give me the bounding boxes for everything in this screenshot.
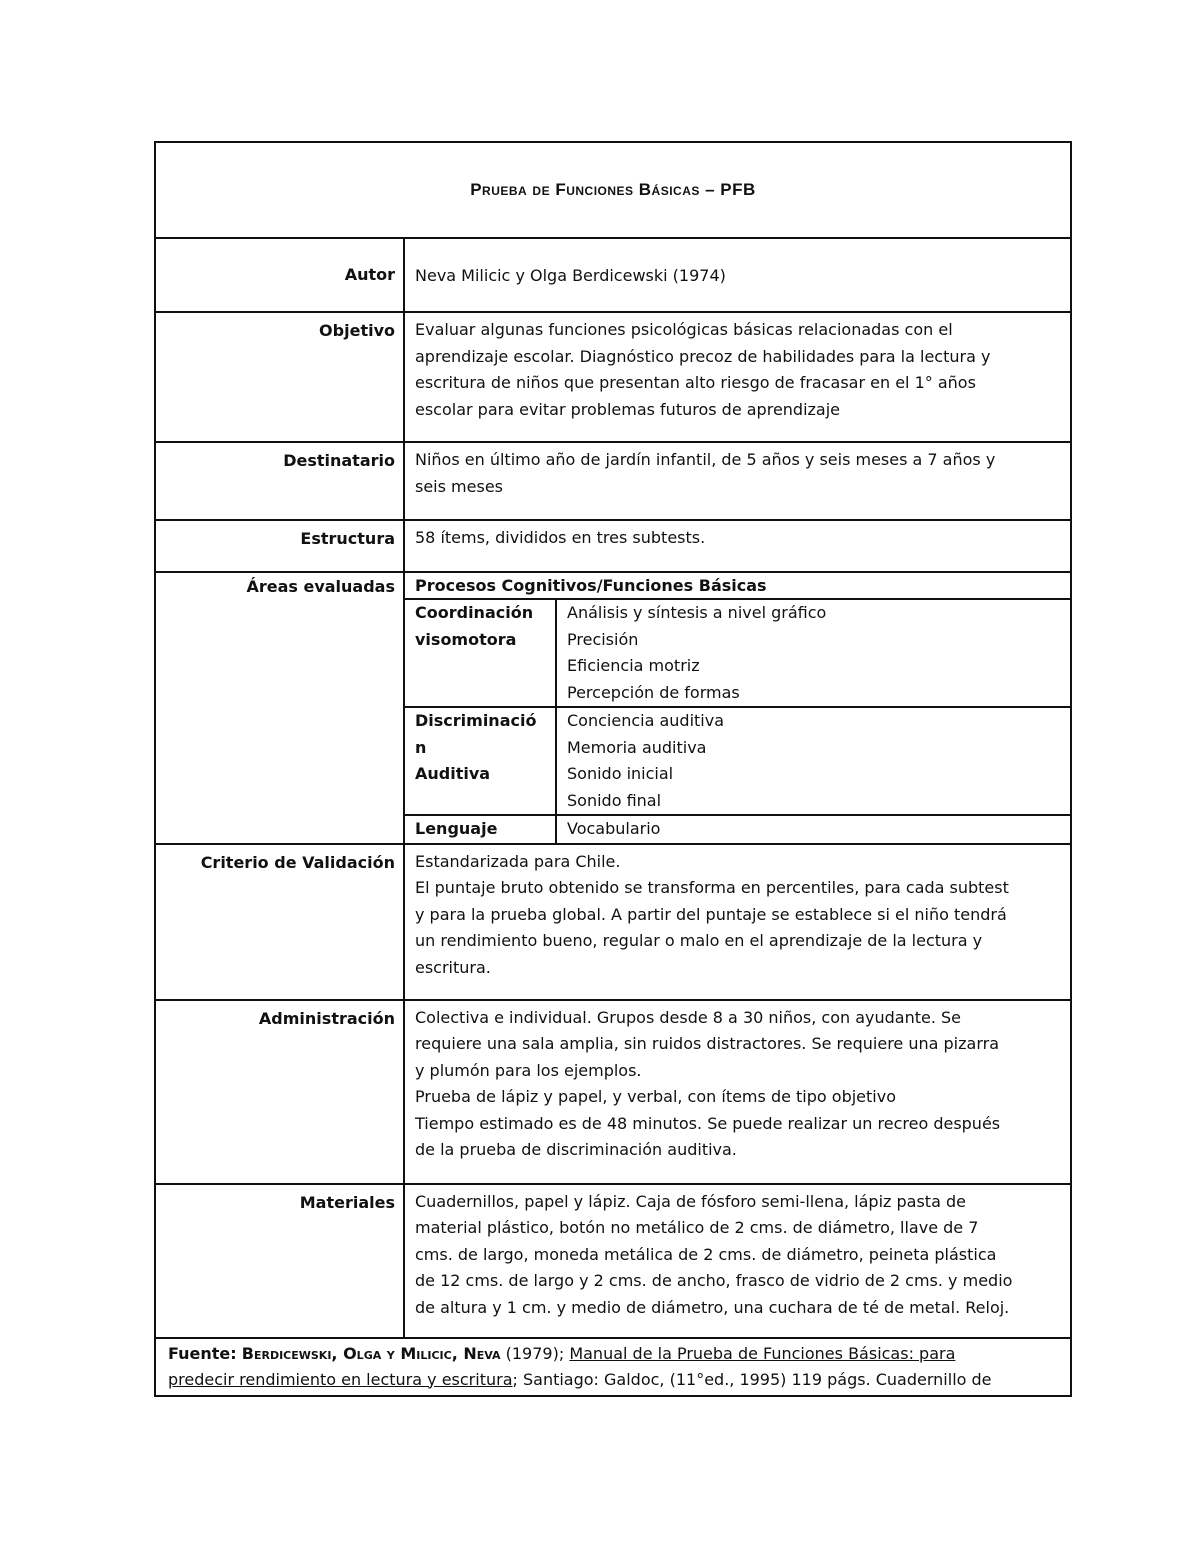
area-item: Sonido final	[567, 790, 662, 810]
area-item: Eficiencia motriz	[567, 656, 700, 675]
area-group-items	[556, 599, 1070, 707]
area-item: Percepción de formas	[567, 682, 740, 702]
pfb-table	[154, 141, 1072, 1397]
materiales-line: cms. de largo, moneda metálica de 2 cms. de diámetro, peineta plástica	[415, 1244, 997, 1264]
source-title-cont: predecir rendimiento en lectura y escritura	[168, 1369, 513, 1389]
criterio-line: y para la prueba global. A partir del puntaje se establece si el niño tendrá	[415, 904, 1007, 924]
objetivo-line: escolar para evitar problemas futuros de aprendizaje	[415, 399, 841, 419]
criterio-line: escritura.	[415, 957, 491, 977]
document-title: Prueba de Funciones Básicas – PFB	[155, 142, 1071, 238]
areas-header: Procesos Cognitivos/Funciones Básicas	[405, 573, 1070, 599]
administracion-line: Colectiva e individual. Grupos desde 8 a 30 niños, con ayudante. Se	[415, 1007, 962, 1027]
destinatario-value	[404, 442, 1071, 520]
criterio-line: El puntaje bruto obtenido se transforma en percentiles, para cada subtest	[415, 878, 1009, 897]
materiales-line: Cuadernillos, papel y lápiz. Caja de fósforo semi-llena, lápiz pasta de	[415, 1191, 966, 1211]
document-table	[154, 141, 1070, 1397]
source-title: Manual de la Prueba de Funciones Básicas: para	[569, 1343, 956, 1363]
objetivo-line: aprendizaje escolar. Diagnóstico precoz de habilidades para la lectura y	[415, 346, 991, 366]
area-group-name: Lenguaje	[405, 815, 556, 843]
area-item: Análisis y síntesis a nivel gráfico	[567, 603, 827, 622]
criterio-value	[404, 844, 1071, 1000]
area-item: Sonido inicial	[567, 764, 674, 783]
destinatario-label: Destinatario	[155, 442, 404, 520]
criterio-label: Criterio de Validación	[155, 844, 404, 1000]
estructura-label: Estructura	[155, 520, 404, 572]
materiales-value	[404, 1184, 1071, 1338]
destinatario-line: seis meses	[415, 476, 503, 496]
source-label: Fuente:	[168, 1343, 237, 1363]
objetivo-line: Evaluar algunas funciones psicológicas básicas relacionadas con el	[415, 320, 953, 339]
area-item: Precisión	[567, 629, 639, 649]
area-item: Memoria auditiva	[567, 737, 707, 757]
materiales-label: Materiales	[155, 1184, 404, 1338]
materiales-line: de 12 cms. de largo y 2 cms. de ancho, frasco de vidrio de 2 cms. y medio	[415, 1271, 1013, 1290]
criterio-line: un rendimiento bueno, regular o malo en el aprendizaje de la lectura y	[415, 931, 983, 950]
materiales-line: material plástico, botón no metálico de 2 cms. de diámetro, llave de 7	[415, 1218, 979, 1237]
administracion-line: Tiempo estimado es de 48 minutos. Se puede realizar un recreo después	[415, 1113, 1001, 1133]
areas-table	[405, 573, 1070, 843]
area-group-items	[556, 707, 1070, 815]
source-rest: ; Santiago: Galdoc, (11°ed., 1995) 119 págs. Cuadernillo de	[512, 1369, 992, 1389]
administracion-label: Administración	[155, 1000, 404, 1184]
source-year: (1979);	[505, 1343, 565, 1363]
areas-label: Áreas evaluadas	[155, 572, 404, 844]
area-item: Conciencia auditiva	[567, 711, 724, 730]
source-authors: Berdicewski, Olga y Milicic, Neva	[241, 1343, 501, 1363]
autor-label: Autor	[155, 238, 404, 312]
administracion-line: Prueba de lápiz y papel, y verbal, con ítems de tipo objetivo	[415, 1087, 896, 1106]
area-group-name: Discriminació n Auditiva	[405, 707, 556, 815]
materiales-line: de altura y 1 cm. y medio de diámetro, una cuchara de té de metal. Reloj.	[415, 1297, 1010, 1317]
administracion-line: y plumón para los ejemplos.	[415, 1060, 642, 1080]
administracion-line: de la prueba de discriminación auditiva.	[415, 1140, 737, 1159]
administracion-line: requiere una sala amplia, sin ruidos distractores. Se requiere una pizarra	[415, 1034, 999, 1053]
areas-value	[404, 572, 1071, 844]
source-footer	[155, 1338, 1071, 1396]
autor-value: Neva Milicic y Olga Berdicewski (1974)	[404, 238, 1071, 312]
objetivo-line: escritura de niños que presentan alto riesgo de fracasar en el 1° años	[415, 373, 976, 392]
criterio-line: Estandarizada para Chile.	[415, 851, 621, 871]
objetivo-value	[404, 312, 1071, 442]
objetivo-label: Objetivo	[155, 312, 404, 442]
area-group-name: Coordinación visomotora	[405, 599, 556, 707]
estructura-value: 58 ítems, divididos en tres subtests.	[404, 520, 1071, 572]
destinatario-line: Niños en último año de jardín infantil, de 5 años y seis meses a 7 años y	[415, 450, 996, 469]
administracion-value	[404, 1000, 1071, 1184]
area-item: Vocabulario	[556, 815, 1070, 843]
